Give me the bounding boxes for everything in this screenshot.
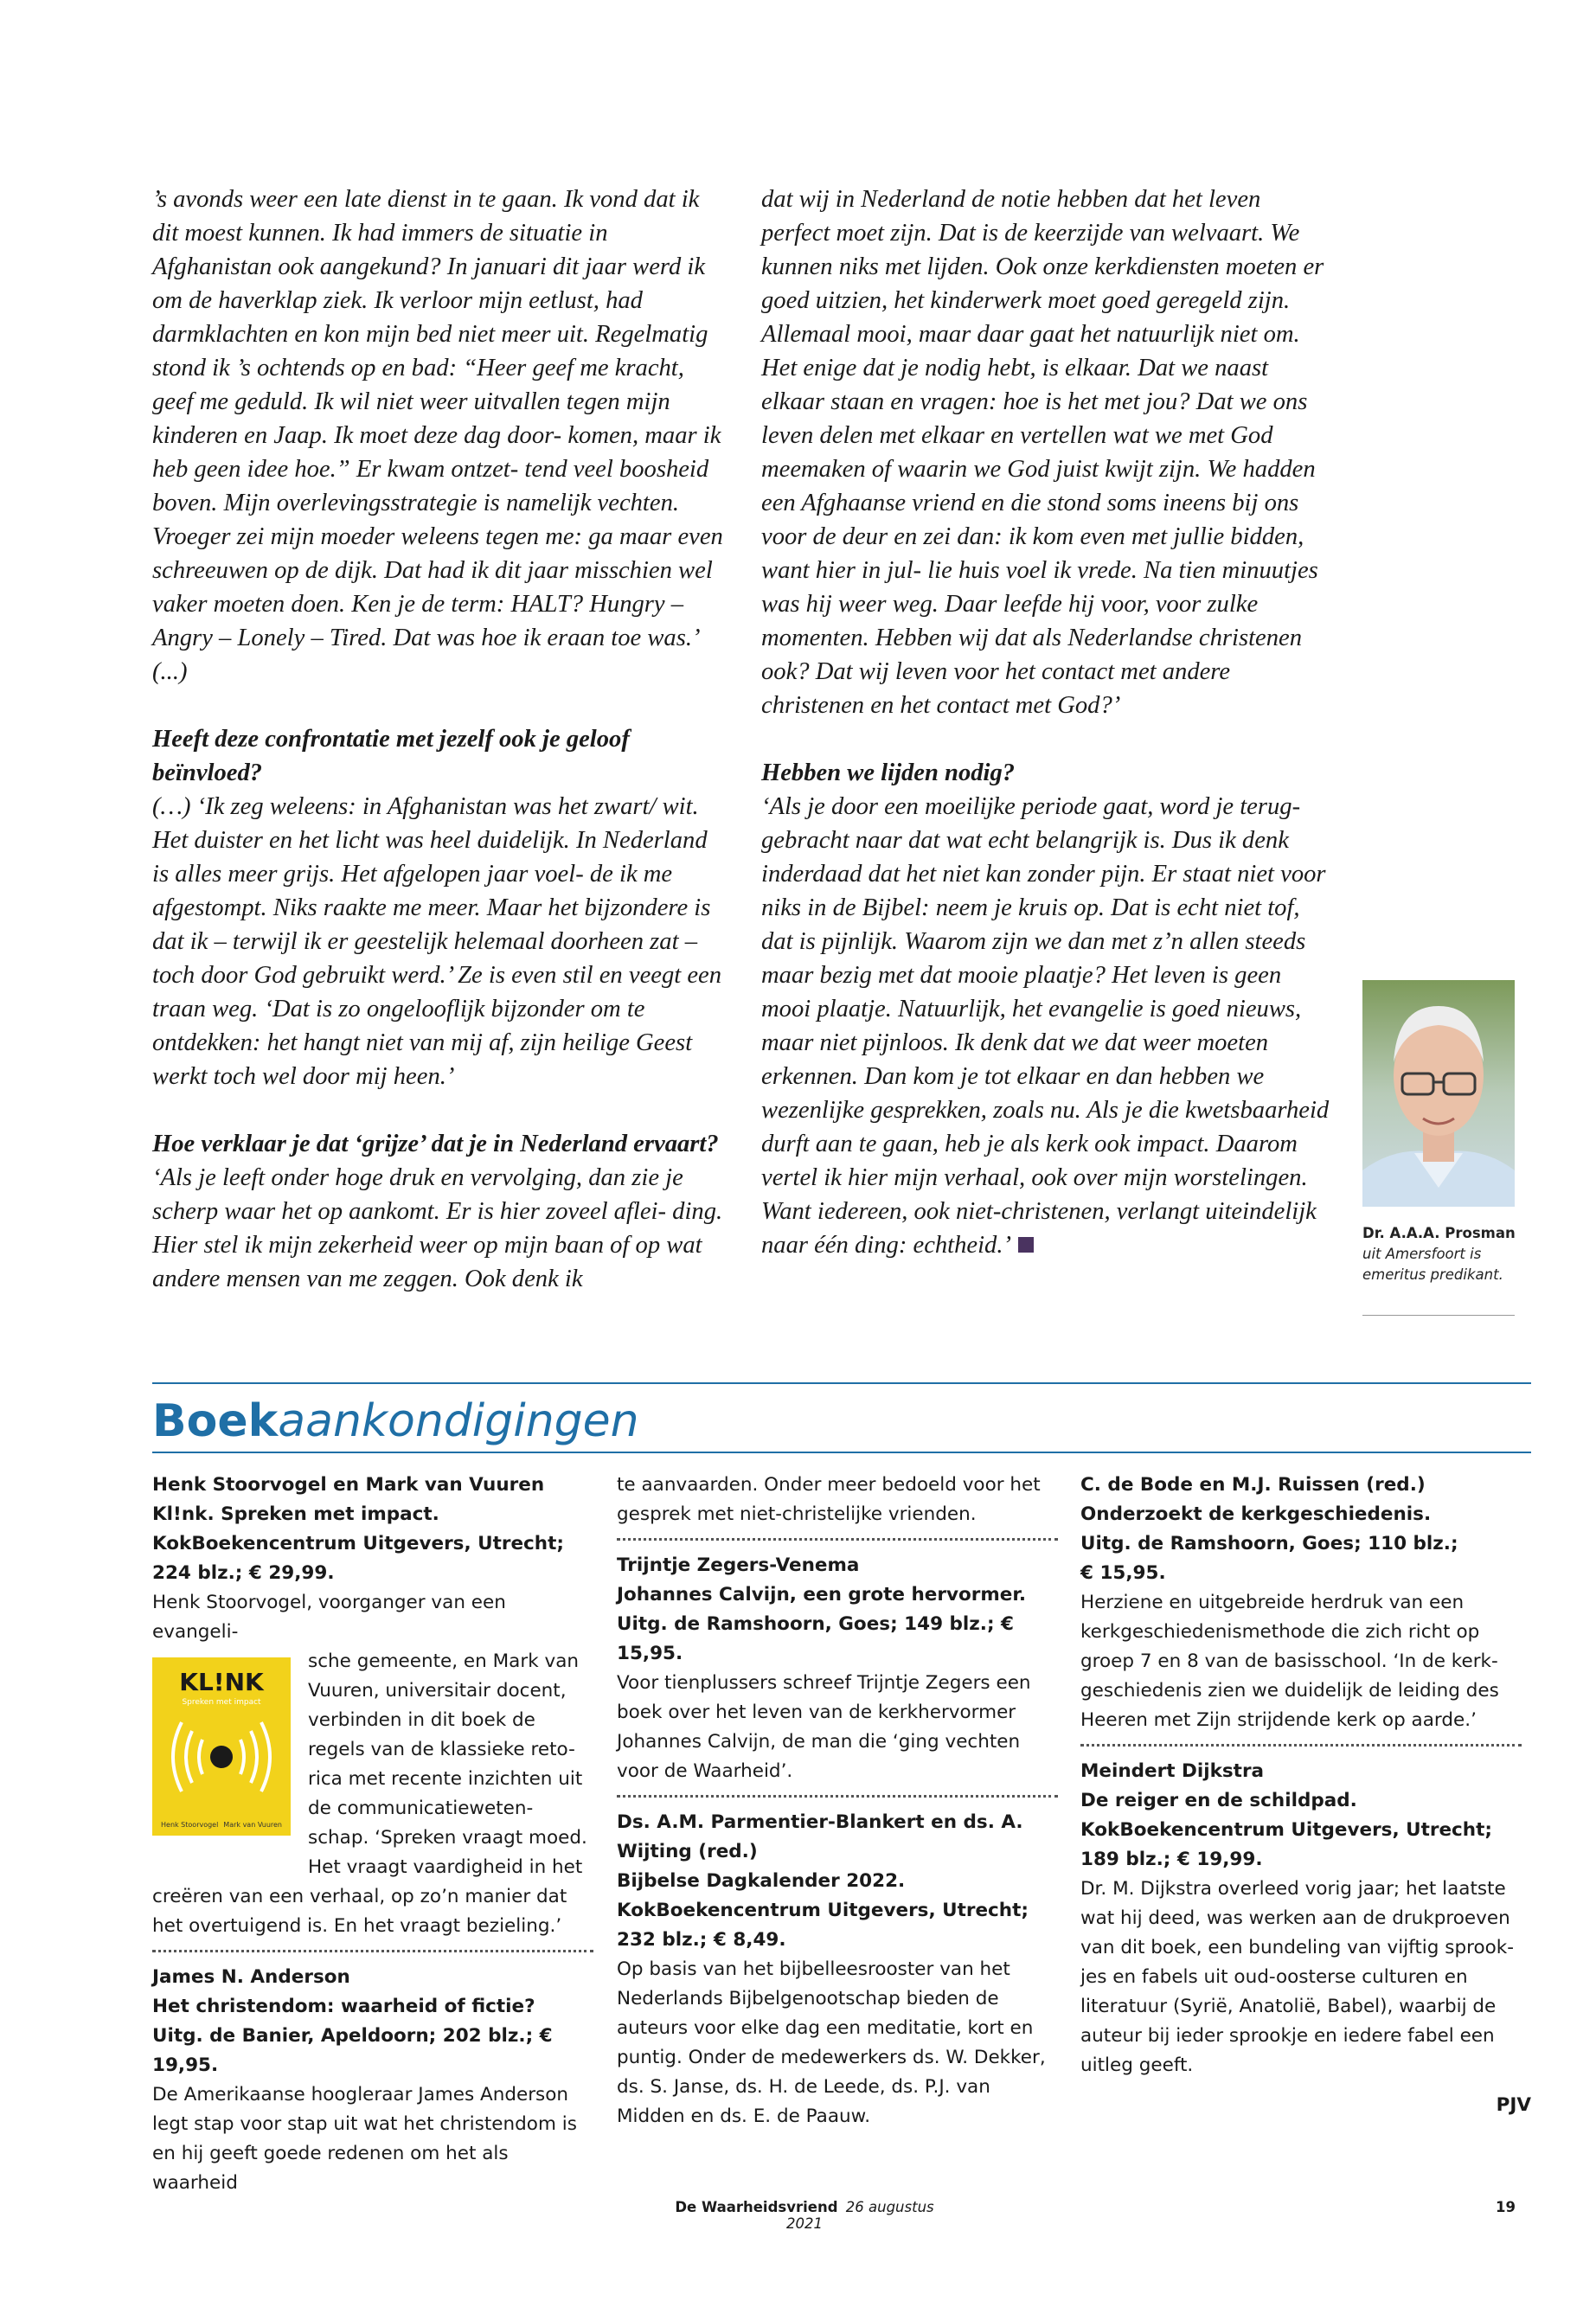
book-entry (1080, 1757, 1522, 2080)
section-rule-top (152, 1382, 1531, 1384)
book-entry (617, 1808, 1058, 2131)
caption-line: emeritus predikant. (1362, 1266, 1503, 1283)
book-publisher: Uitg. de Banier, Apeldoorn; 202 blz.; € 19,95. (152, 2025, 553, 2076)
wrap-line: Vuuren, universitair docent, (308, 1680, 567, 1702)
book-details: 224 blz.; € 29,99. (152, 1562, 335, 1584)
book-cover (152, 1657, 291, 1836)
dotted-divider (1080, 1744, 1522, 1747)
wrap-line: regels van de klassieke reto- (308, 1739, 575, 1760)
publication-name: De Waarheidsvriend (675, 2199, 838, 2215)
book-entry (1080, 1471, 1522, 1735)
section-rule-bottom (152, 1452, 1531, 1453)
dotted-divider (617, 1538, 1058, 1541)
wrap-line: Het vraagt vaardigheid in het (308, 1856, 583, 1878)
paragraph: ’s avonds weer een late dienst in te gaan. Ik vond dat ik dit moest kunnen. Ik had immers de situatie in Afghanistan ook aangekund? In januari dit jaar werd ik om de haverklap ziek. Ik verloor mijn eetlust, had darmklachten en kon mijn bed niet meer uit. Regelmatig stond ik ’s ochtends op en bad: “Heer geef me kracht, geef me geduld. Ik wil niet weer uitvallen tegen mijn kinderen en Jaap. Ik moet deze dag door- komen, maar ik heb geen idee hoe.” Er kwam ontzet- tend veel boosheid boven. Mijn overlevingsstrategie is namelijk vechten. Vroeger zei mijn moeder weleens tegen me: ga maar even schreeuwen op de dijk. Dat had ik dit jaar misschien wel vaker moeten doen. Ken je de term: HALT? Hungry – Angry – Lonely – Tired. Dat was hoe ik eraan toe was.’ (...) (152, 186, 723, 685)
book-description: Dr. M. Dijkstra overleed vorig jaar; het laatste wat hij deed, was werken aan de drukproeven van dit boek, een bundeling van vijftig sprook- jes en fabels uit oud-oosterse culturen en literatuur (Syrië, Anatolië, Babel), waarbij de auteur bij ieder sprookje en iedere fabel een uitleg geeft. (1080, 1878, 1514, 2076)
page-number: 19 (1496, 2199, 1516, 2215)
book-title: Johannes Calvijn, een grote hervormer. (617, 1584, 1027, 1606)
question-heading: Hebben we lijden nodig? (761, 760, 1016, 786)
end-mark-icon (1018, 1237, 1034, 1253)
book-publisher: KokBoekencentrum Uitgevers, Utrecht; (1080, 1819, 1492, 1841)
cover-subtitle: Spreken met impact (182, 1698, 261, 1707)
wrap-line: rica met recente inzichten uit (308, 1768, 583, 1790)
dotted-divider (617, 1795, 1058, 1798)
book-title: Kl!nk. Spreken met impact. (152, 1503, 439, 1525)
dotted-divider (152, 1950, 593, 1952)
book-author: Trijntje Zegers-Venema (617, 1554, 860, 1576)
book-publisher: KokBoekencentrum Uitgevers, Utrecht; (152, 1533, 564, 1554)
book-description-continued: te aanvaarden. Onder meer bedoeld voor het gesprek met niet-christelijke vrienden. (617, 1474, 1041, 1525)
book-author: James N. Anderson (152, 1966, 350, 1988)
title-italic: aankondigingen (278, 1395, 639, 1447)
book-description: Op basis van het bijbelleesrooster van het Nederlands Bijbelgenootschap bieden de auteurs voor elke dag een meditatie, kort en puntig. Onder de medewerkers ds. W. Dekker, ds. S. Janse, ds. H. de Leede, ds. P.J. van Midden en ds. E. de Paauw. (617, 1958, 1046, 2127)
publication-date: 26 augustus 2021 (786, 2199, 934, 2232)
wrap-line: sche gemeente, en Mark van (308, 1650, 579, 1672)
book-authors: Henk Stoorvogel en Mark van Vuuren (152, 1474, 545, 1496)
reviewer-signature: PJV (1496, 2094, 1531, 2116)
book-title: Onderzoekt de kerkgeschiedenis. (1080, 1503, 1432, 1525)
book-entry (617, 1551, 1058, 1786)
book-description: De Amerikaanse hoogleraar James Anderson legt stap voor stap uit wat het christendom is en hij geeft goede redenen om het als waarheid (152, 2084, 577, 2194)
book-details: 232 blz.; € 8,49. (617, 1929, 786, 1951)
book-column-3 (1080, 1471, 1522, 2080)
book-description: Henk Stoorvogel, voorganger van een evangeli- (152, 1592, 506, 1643)
paragraph: dat wij in Nederland de notie hebben dat het leven perfect moet zijn. Dat is de keerzijde van welvaart. We kunnen niks met lijden. Ook onze kerkdiensten moeten er goed uitzien, het kinderwerk moet goed geregeld zijn. Allemaal mooi, maar daar gaat het natuurlijk niet om. Het enige dat je nodig hebt, is elkaar. Dat we naast elkaar staan en vragen: hoe is het met jou? Dat we ons leven delen met elkaar en vertellen wat we met God meemaken of waarin we God juist kwijt zijn. We hadden een Afghaanse vriend en die stond soms ineens bij ons voor de deur en zei dan: ik kom even met jullie bidden, want hier in jul- lie huis voel ik vrede. Na tien minuutjes was hij weer weg. Daar leefde hij voor, voor zulke momenten. Hebben wij dat als Nederlandse christenen ook? Dat wij leven voor het contact met andere christenen en het contact met God?’ (761, 186, 1324, 719)
wrap-line: de communicatieweten- (308, 1798, 534, 1819)
article-column-1 (152, 183, 723, 1296)
article-column-2 (761, 183, 1334, 1262)
book-details: € 15,95. (1080, 1562, 1166, 1584)
book-description: creëren van een verhaal, op zo’n manier dat het overtuigend is. En het vraagt bezieling.’ (152, 1886, 567, 1937)
wrap-line: verbinden in dit boek de (308, 1709, 535, 1731)
paragraph: ‘Als je leeft onder hoge druk en vervolging, dan zie je scherp waar het op aankomt. Er is hier zoveel aflei- ding. Hier stel ik mijn zekerheid weer op mijn baan of op wat andere mensen van me zeggen. Ook denk ik (152, 1164, 723, 1292)
book-description: Voor tienplussers schreef Trijntje Zegers een boek over het leven van de kerkhervormer Johannes Calvijn, de man die ‘ging vechten voor de Waarheid’. (617, 1672, 1031, 1782)
book-column-1 (152, 1471, 593, 2198)
book-publisher: Uitg. de Ramshoorn, Goes; 149 blz.; € 15,95. (617, 1613, 1015, 1664)
wrap-line: schap. ‘Spreken vraagt moed. (308, 1827, 587, 1849)
book-column-2 (617, 1471, 1058, 2131)
book-title: Het christendom: waarheid of fictie? (152, 1996, 535, 2017)
book-authors: C. de Bode en M.J. Ruissen (red.) (1080, 1474, 1426, 1496)
caption-divider (1362, 1315, 1515, 1316)
book-title: De reiger en de schildpad. (1080, 1790, 1357, 1811)
caption-name: Dr. A.A.A. Prosman (1362, 1225, 1516, 1241)
title-bold: Boek (152, 1395, 279, 1447)
book-publisher: Uitg. de Ramshoorn, Goes; 110 blz.; (1080, 1533, 1458, 1554)
question-heading: Hoe verklaar je dat ‘grijze’ dat je in Nederland ervaart? (152, 1131, 719, 1157)
question-heading: Heeft deze confrontatie met jezelf ook je geloof beïnvloed? (152, 726, 630, 786)
dot-icon (210, 1746, 233, 1768)
cover-author: Mark van Vuuren (223, 1821, 282, 1829)
book-authors: Ds. A.M. Parmentier-Blankert en ds. A. Wijting (red.) (617, 1811, 1023, 1862)
book-entry (152, 1963, 593, 2198)
section-title (152, 1391, 639, 1452)
paragraph (761, 790, 1334, 1262)
portrait-photo (1362, 980, 1515, 1207)
book-title: Bijbelse Dagkalender 2022. (617, 1870, 906, 1892)
book-publisher: KokBoekencentrum Uitgevers, Utrecht; (617, 1900, 1029, 1921)
photo-caption (1362, 1223, 1527, 1285)
cover-title: KL!NK (179, 1668, 264, 1696)
book-details: 189 blz.; € 19,99. (1080, 1849, 1263, 1870)
book-entry (152, 1471, 593, 1941)
cover-author: Henk Stoorvogel (161, 1821, 219, 1829)
book-description: Herziene en uitgebreide herdruk van een kerkgeschiedenismethode die zich richt op groep 7 en 8 van de basisschool. ‘In de kerk- geschiedenis zien we duidelijk de leiding des Heeren met Zijn strijdende kerk op aarde.’ (1080, 1592, 1499, 1731)
caption-line: uit Amersfoort is (1362, 1246, 1482, 1262)
paragraph-text: ‘Als je door een moeilijke periode gaat, word je terug- gebracht naar dat wat echt belangrijk is. Dus ik denk inderdaad dat het niet kan zonder pijn. Er staat niet voor niks in de Bijbel: neem je kruis op. Dat is echt niet tof, dat is pijnlijk. Waarom zijn we dan met z’n allen steeds maar bezig met dat mooie plaatje? Het leven is geen mooi plaatje. Natuurlijk, het evangelie is goed nieuws, maar niet pijnloos. Ik denk dat we dat weer moeten erkennen. Dan kom je tot elkaar en dan hebben we wezenlijke gesprekken, zoals nu. Als je die kwetsbaarheid durft aan te gaan, heb je als kerk ook impact. Daarom vertel ik hier mijn verhaal, ook over mijn worstelingen. Want iedereen, ook niet-christenen, verlangt uiteindelijk naar één ding: echtheid.’ (761, 793, 1330, 1259)
paragraph: (…) ‘Ik zeg weleens: in Afghanistan was het zwart/ wit. Het duister en het licht was heel duidelijk. In Nederland is alles meer grijs. Het afgelopen jaar voel- de ik me afgestompt. Niks raakte me meer. Maar het bijzondere is dat ik – terwijl ik er geestelijk helemaal doorheen zat – toch door God gebruikt werd.’ Ze is even stil en veegt een traan weg. ‘Dat is zo ongelooflijk bijzonder om te ontdekken: het hangt niet van mij af, zijn heilige Geest werkt toch wel door mij heen.’ (152, 793, 722, 1090)
book-author: Meindert Dijkstra (1080, 1760, 1265, 1782)
footer (657, 2199, 952, 2232)
